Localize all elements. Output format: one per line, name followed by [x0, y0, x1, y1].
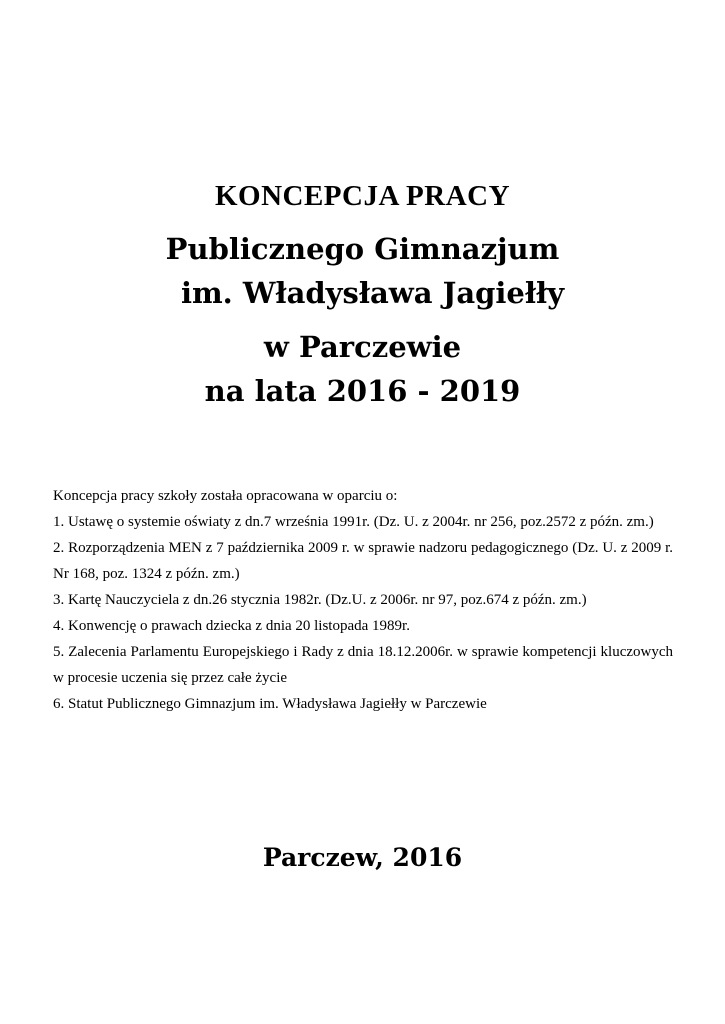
document-title: KONCEPCJA PRACY	[214, 180, 511, 212]
legal-basis-intro: Koncepcja pracy szkoły została opracowana w oparciu o:	[53, 488, 398, 504]
legal-basis-item: 3. Kartę Nauczyciela z dn.26 stycznia 1982r. (Dz.U. z 2006r. nr 97, poz.674 z późn. zm.)	[53, 592, 587, 608]
school-location: w Parczewie	[263, 330, 462, 364]
legal-basis-item: 4. Konwencję o prawach dziecka z dnia 20 listopada 1989r.	[53, 618, 410, 634]
period-years: na lata 2016 - 2019	[204, 374, 521, 408]
legal-basis-item: 2. Rozporządzenia MEN z 7 października 2009 r. w sprawie nadzoru pedagogicznego (Dz. U. z 2009 r. Nr 168, poz. 1324 z późn. zm.)	[53, 540, 673, 582]
legal-basis-section	[53, 483, 673, 717]
legal-basis-item: 1. Ustawę o systemie oświaty z dn.7 września 1991r. (Dz. U. z 2004r. nr 256, poz.2572 z późn. zm.)	[53, 514, 654, 530]
school-name-line-2: im. Władysława Jagiełły	[180, 276, 565, 310]
school-name-line-1: Publicznego Gimnazjum	[165, 232, 560, 266]
legal-basis-item: 6. Statut Publicznego Gimnazjum im. Władysława Jagiełły w Parczewie	[53, 696, 487, 712]
legal-basis-item: 5. Zalecenia Parlamentu Europejskiego i Rady z dnia 18.12.2006r. w sprawie kompetencji kluczowych w procesie uczenia się przez całe życie	[53, 644, 673, 686]
place-and-date: Parczew, 2016	[262, 843, 463, 872]
